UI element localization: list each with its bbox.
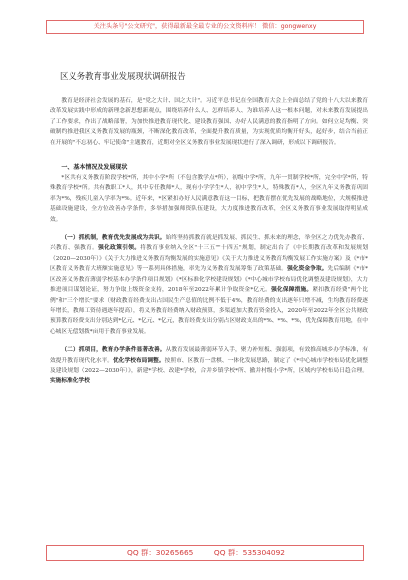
- subsection-2-text-a: 从教育发展最薄弱环节入手，聚力补短板、强弱项，有效推高城乡办学标准，有效提升教育现代化水平。: [50, 347, 369, 364]
- subsection-2-bold-a: 优化学校布局调整。: [113, 357, 165, 364]
- subsection-2-bold-b: 实施标准化学校: [50, 378, 90, 385]
- subsection-1-text-b: 将教育事业纳入全区"十三五""十四五"规划，制定出台了《中长期教育改革和发展规划（2020—2030年）》《关于大力推进义务教育均衡发展的实施意见》《关于大力推进义务教育均衡发展工作实施方案》及《*市*区教育义务教育大班额实施意见》等一系列具体措施，率先为义务教育发展筹集了政策基础。: [50, 245, 369, 273]
- qq-group-2: QQ 群：535304092: [213, 548, 285, 557]
- subsection-1-text-a: 始终坚持抓教育就是抓发展、抓民生、抓未来的理念，举全区之力优先办教育、兴教育、强教育。: [50, 235, 369, 252]
- subsection-1-text-c: 先后编制《*市*区改善义务教育薄弱学校基本办学条件项目规划》《*区标准化学校建设规划》《*中心城市学校布局优化调整及建设规划》，大力推进项目谋划论证，努力争取上级资金支持，2018年至2022年累计争取资金*亿元。: [50, 266, 369, 294]
- document-title: 区义务教育事业发展现状调研报告: [60, 71, 186, 81]
- subsection-1-paragraph: [50, 233, 368, 337]
- qq-group-1: QQ 群：30265665: [127, 548, 194, 557]
- subsection-2-heading: （二）抓项目，教育办学条件显著改善。: [61, 347, 166, 354]
- overview-paragraph: *区共有义务教育阶段学校*所，其中小学*所（不包含教学点*所），初级中学*所，九年一贯制学校*所，完全中学*所，特殊教育学校*所。共有教职工*人，其中专任教师*人，现有小学学生*人，初中学生*人，特殊教育*人，全区九年义务教育巩固率为*%，残疾儿童入学率为*%。近年来，*区紧扣办好人民满意教育这一目标，把教育摆在优先发展的战略地位，大规模推进基础设施建设，全方位改善办学条件，多举措加强师资队伍建设，大力度推进教育改革，全区义务教育事业发展取得明显成效。: [50, 175, 368, 223]
- subsection-1-bold-a: 强化政策引领。: [98, 245, 141, 252]
- subsection-1-heading: （一）抓机制，教育优先发展成为共识。: [61, 235, 166, 242]
- subsection-1-text-d: 紧扣教育经费"两个比例"和"三个增长"要求（财政教育经费支出占国民生产总值的比例不低于4%，教育经费的支出逐年只增不减，生均教育经费逐年增长，教师工资待遇逐年提高），将义务教育经费纳入财政预算，多渠道加大教育资金投入，2020年至2022年全区公共财政预算教育经费支出分别达到*亿元、*亿元、*亿元，教育经费支出分别占区财政支出的*%、*%、*%，优先保障教育用地，在中心城区无偿划拨*亩用于教育事业发展。: [50, 287, 368, 335]
- subsection-1-bold-c: 强化保障措施。: [271, 287, 313, 294]
- subsection-2-text-b: 按照市、区教育一盘棋、一体化发展思路，制定了《*中心城市学校布局优化调整及建设规划（2022—2030年）》，新建*学校、改建*学校，合并乡镇学校*所、撤并村级小学*所，区域内学校布局日趋合理。: [50, 357, 369, 374]
- subsection-1-bold-b: 强化资金争取。: [287, 266, 328, 273]
- section-heading: 一、基本情况及发展现状: [61, 164, 128, 172]
- subsection-2-paragraph: [50, 345, 368, 387]
- top-banner: 关注头条号"公文研究"，获得最新最全最专业的公文资料库！ 微信：gongwenxy: [46, 20, 364, 34]
- document-body: [50, 96, 368, 387]
- bottom-banner: [46, 545, 364, 561]
- intro-paragraph: 教育是经济社会发展的基石，是"党之大计、国之大计"。习近平总书记在全国教育大会上全面总结了党的十八大以来教育改革发展实践中形成的新理念新思想新观点，围绕培养什么人、怎样培养人、为谁培养人这一根本问题，对未来教育发展提出了工作要求，作出了战略部署，为加快推进教育现代化、建设教育强国、办好人民满意的教育指明了方向。如何立足均衡、突破制约推进我区义务教育发展的瓶颈，不断深化教育改革，全面提升教育质量，为实现优质均衡开好头，起好步，结合当前正在开展的"不忘初心、牢记使命"主题教育，近期对全区义务教育事业发展现状进行了深入调研，形成以下调研报告。: [50, 98, 368, 146]
